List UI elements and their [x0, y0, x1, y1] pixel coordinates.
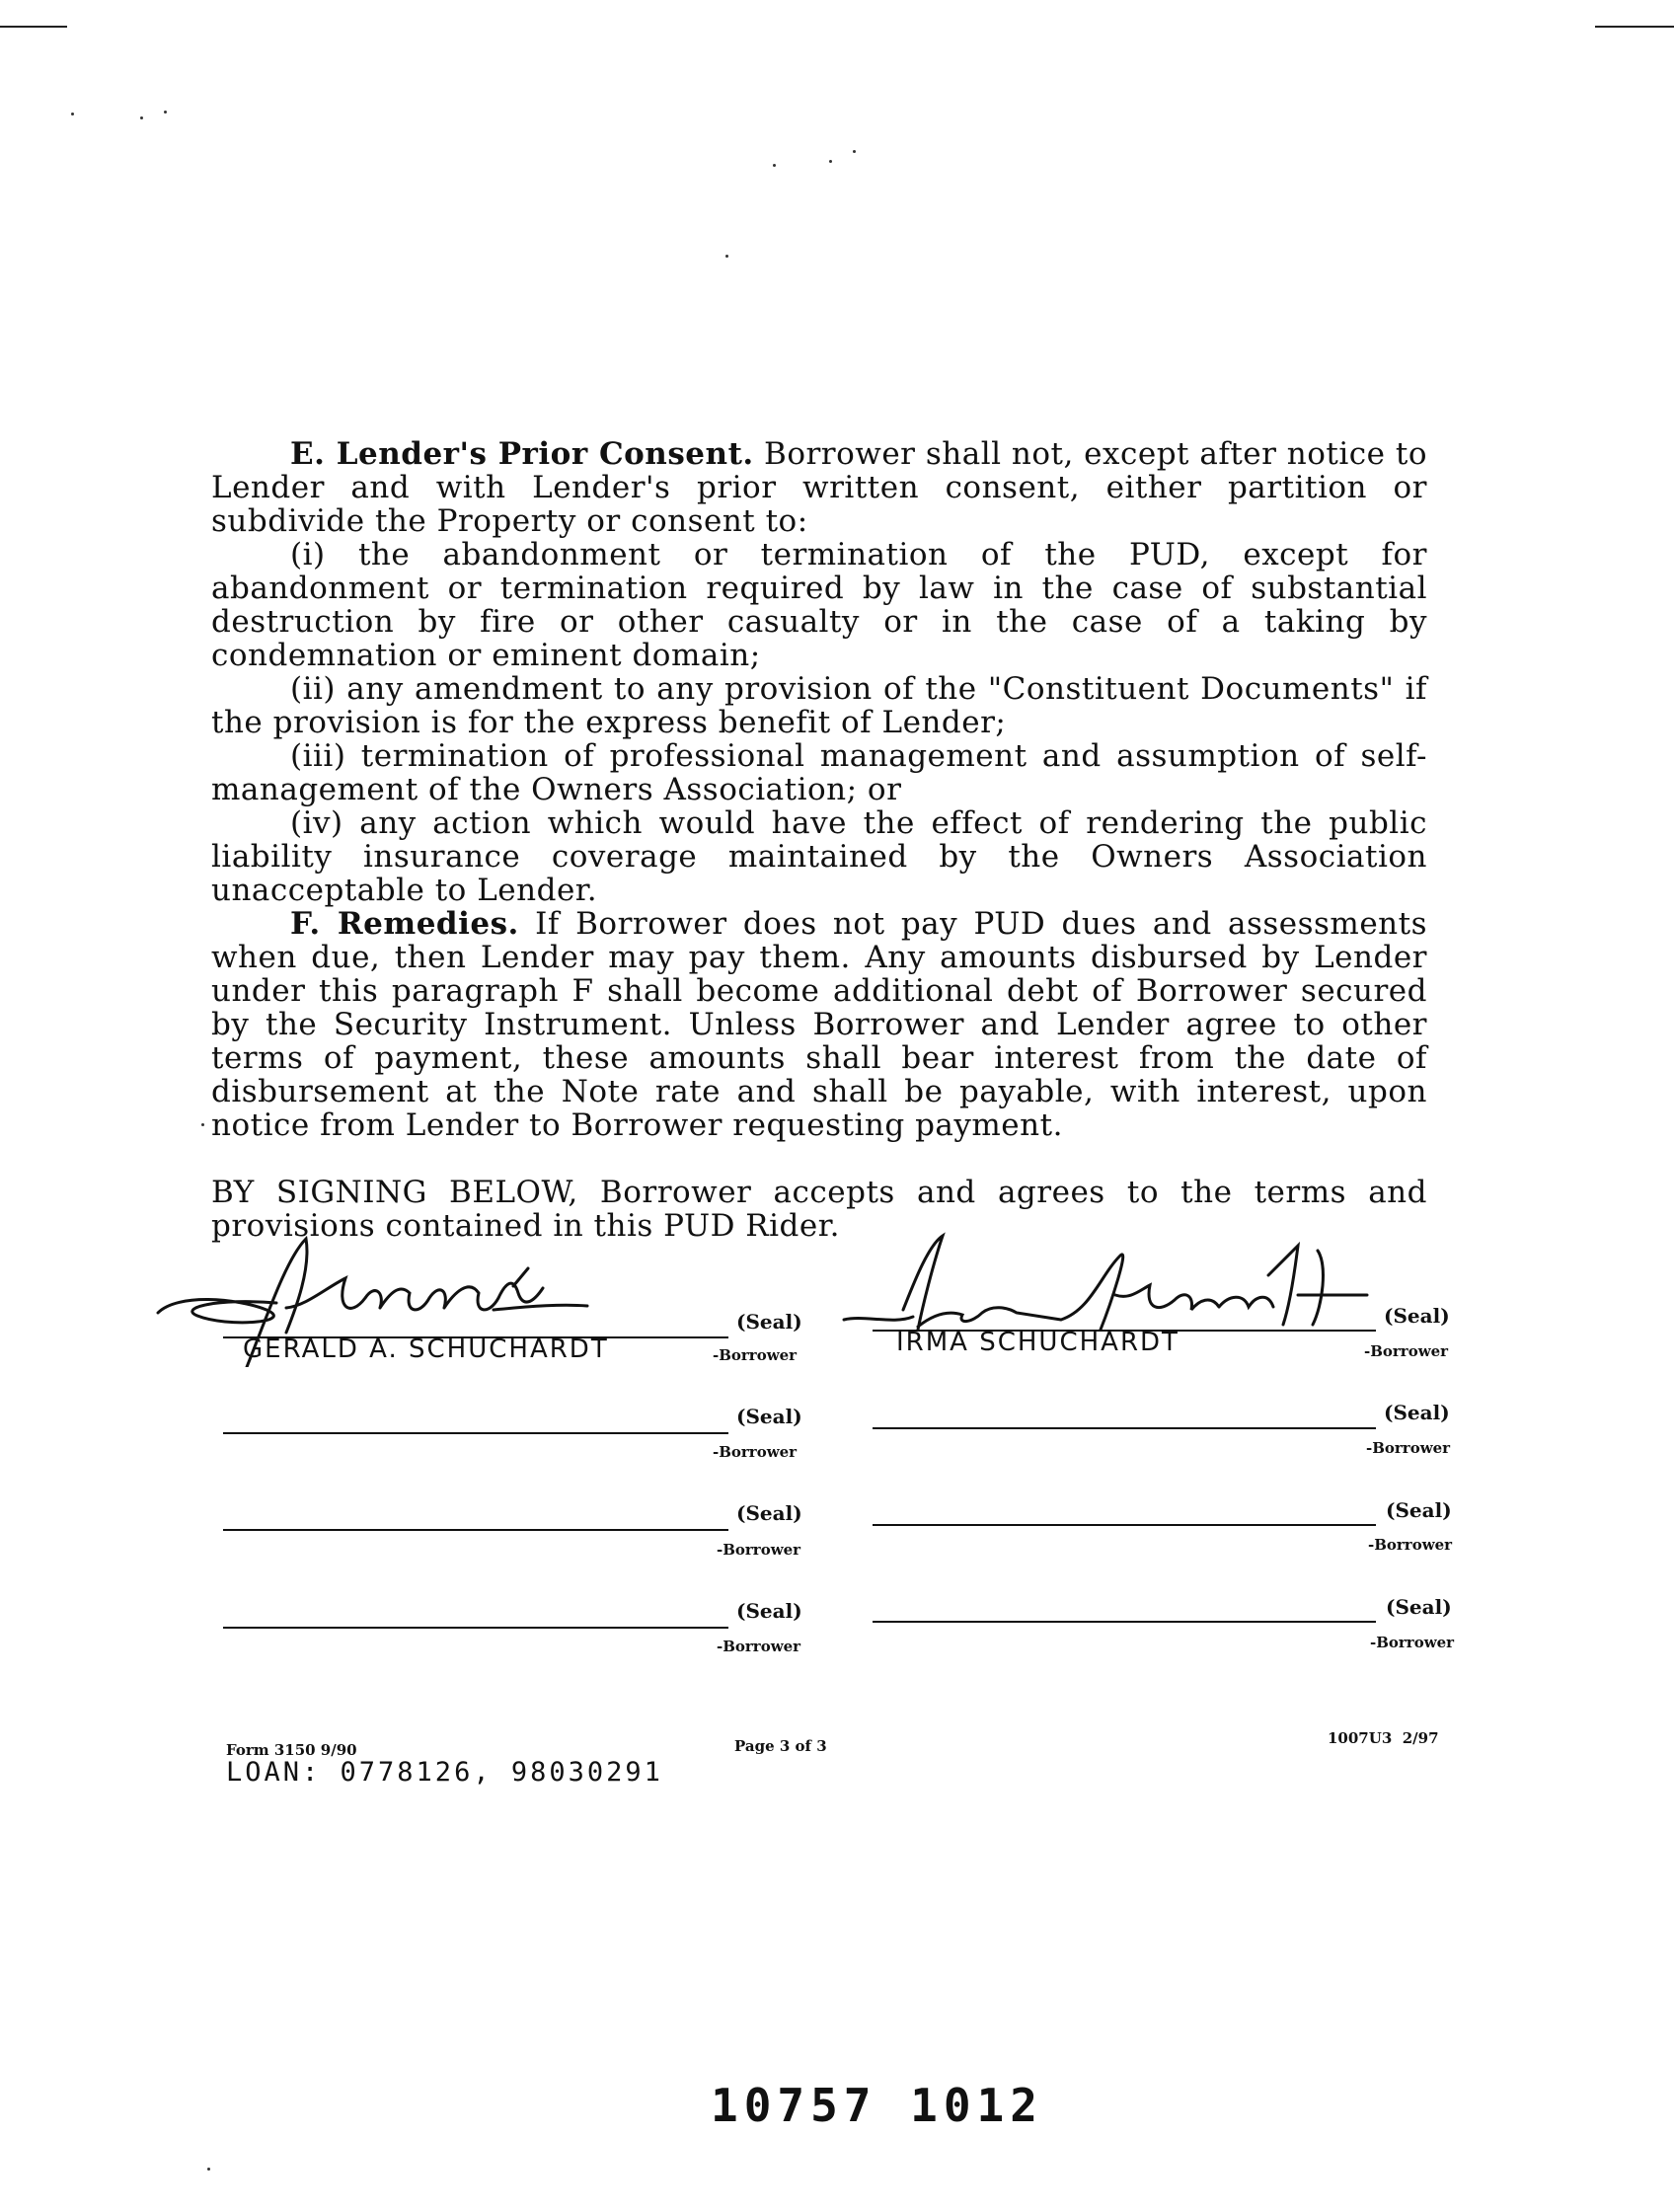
seal-label: (Seal) — [1384, 1401, 1450, 1424]
top-left-scan-mark — [0, 26, 67, 28]
signature-line-4-left — [223, 1627, 728, 1629]
seal-label: (Seal) — [736, 1310, 802, 1334]
borrower-label: -Borrower — [713, 1443, 798, 1461]
borrower-label: -Borrower — [1364, 1342, 1449, 1360]
borrower-label: -Borrower — [713, 1346, 798, 1364]
scan-speck — [853, 150, 856, 153]
loan-number: LOAN: 0778126, 98030291 — [226, 1757, 663, 1788]
section-e-paragraph — [211, 437, 1427, 538]
borrower-label: -Borrower — [1366, 1439, 1451, 1457]
seal-label: (Seal) — [736, 1501, 802, 1525]
scan-speck — [207, 2168, 210, 2171]
borrower-label: -Borrower — [1370, 1634, 1455, 1651]
signing-statement: BY SIGNING BELOW, Borrower accepts and agrees to the terms and provisions contained in this PUD Rider. — [211, 1175, 1427, 1244]
signature-line-1-right — [873, 1330, 1376, 1332]
recording-stamp: 10757 1012 — [711, 2079, 1043, 2132]
form-number: Form 3150 9/90 — [226, 1741, 357, 1759]
scan-speck — [140, 116, 143, 119]
scan-speck — [829, 160, 832, 163]
signature-line-1-left — [223, 1336, 728, 1338]
seal-label: (Seal) — [1384, 1304, 1450, 1328]
scan-speck — [71, 113, 74, 115]
section-f-body: If Borrower does not pay PUD dues and assessments when due, then Lender may pay them. Any amounts disbursed by Lender under this paragraph F shall become additional debt of Borrower secured by the Security Instrument. Unless Borrower and Lender agree to other terms of payment, these amounts shall bear interest from the date of disbursement at the Note rate and shall be payable, with interest, upon notice from Lender to Borrower requesting payment. — [211, 906, 1427, 1143]
scan-speck — [773, 164, 776, 167]
form-code: 1007U3 2/97 — [1328, 1729, 1439, 1747]
seal-label: (Seal) — [1386, 1498, 1452, 1522]
signature-line-2-left — [223, 1432, 728, 1434]
section-e-item-ii: (ii) any amendment to any provision of the "Constituent Documents" if the provision is for the express benefit of Lender; — [211, 671, 1427, 740]
section-e-item-iii: (iii) termination of professional management and assumption of self-management of the Owners Association; or — [211, 738, 1427, 807]
borrower-label: -Borrower — [717, 1638, 801, 1655]
section-e-item-i: (i) the abandonment or termination of the PUD, except for abandonment or termination required by law in the case of substantial destruction by fire or other casualty or in the case of a taking by condemnation or eminent domain; — [211, 537, 1427, 673]
scan-speck — [725, 255, 728, 258]
seal-label: (Seal) — [1386, 1595, 1452, 1619]
section-f-heading: F. Remedies. — [290, 906, 519, 942]
seal-label: (Seal) — [736, 1405, 802, 1428]
section-e-heading: E. Lender's Prior Consent. — [290, 436, 754, 472]
borrower-1-name: GERALD A. SCHUCHARDT — [243, 1335, 609, 1364]
signature-line-3-left — [223, 1529, 728, 1531]
signature-line-2-right — [873, 1427, 1376, 1429]
borrower-2-name: IRMA SCHUCHARDT — [896, 1328, 1179, 1357]
scan-speck — [164, 111, 167, 114]
top-right-scan-mark — [1595, 26, 1674, 28]
signature-line-3-right — [873, 1524, 1376, 1526]
seal-label: (Seal) — [736, 1599, 802, 1623]
page-number: Page 3 of 3 — [734, 1737, 827, 1755]
section-f-paragraph — [211, 907, 1427, 1142]
signature-line-4-right — [873, 1621, 1376, 1623]
scan-speck — [201, 1123, 204, 1126]
borrower-label: -Borrower — [717, 1541, 801, 1559]
section-e-intro: Borrower shall not, except after notice to Lender and with Lender's prior written consent, either partition or subdivide the Property or consent to: — [211, 436, 1427, 539]
rider-text — [211, 437, 1427, 1243]
borrower-label: -Borrower — [1368, 1536, 1453, 1554]
section-e-item-iv: (iv) any action which would have the effect of rendering the public liability insurance coverage maintained by the Owners Association unacceptable to Lender. — [211, 805, 1427, 908]
